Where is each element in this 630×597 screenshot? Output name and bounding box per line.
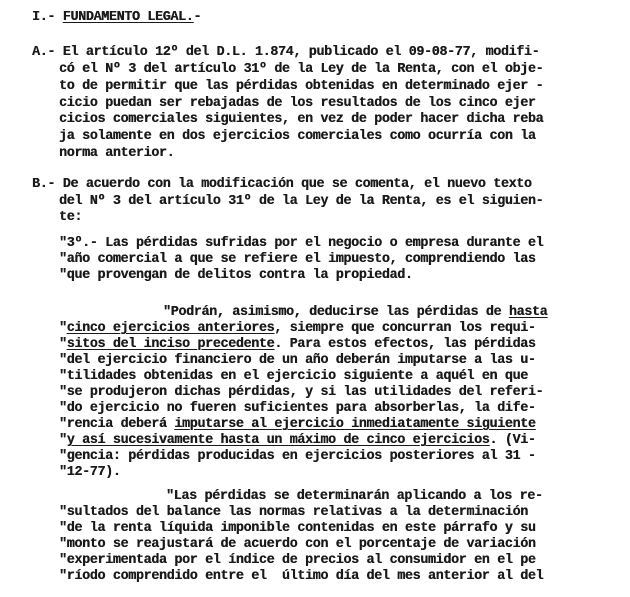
quote-3-line: "monto se reajustará de acuerdo con el porcentaje de variación xyxy=(59,537,536,552)
quote-3-line: "experimentada por el índice de precios al consumidor en el pe xyxy=(59,553,536,568)
quote-2-line: "12-77). xyxy=(59,465,121,480)
underlined-phrase: sitos del inciso precedente xyxy=(66,337,275,352)
quote-2-line: "cinco ejercicios anteriores, siempre que concurran los requi- xyxy=(59,321,536,336)
section-a-line: A.- El artículo 12º del D.L. 1.874, publicado el 09-08-77, modifi- xyxy=(32,45,540,60)
underlined-phrase: cinco ejercicios anteriores xyxy=(66,321,275,336)
quote-3-line: "ríodo comprendido entre el último día del mes anterior al del xyxy=(59,569,544,584)
section-b-line: del Nº 3 del artículo 31º de la Ley de la Renta, es el siguien- xyxy=(59,194,544,209)
quote-3-line: "de la renta líquida imponible contenidas en este párrafo y su xyxy=(59,521,536,536)
underlined-phrase: imputarse al ejercicio inmediatamente siguiente xyxy=(174,417,536,432)
quote-2-line: "gencia: pérdidas producidas en ejercicios posteriores al 31 - xyxy=(59,449,536,464)
section-a-line: có el Nº 3 del artículo 31º de la Ley de la Renta, con el obje- xyxy=(59,62,544,77)
section-b-line: B.- De acuerdo con la modificación que se comenta, el nuevo texto xyxy=(32,177,532,192)
quote-2-line: "do ejercicio no fueren suficientes para absorberlas, la dife- xyxy=(59,401,536,416)
heading-suffix: - xyxy=(193,10,202,25)
quote-2-line: "y así sucesivamente hasta un máximo de cinco ejercicios. (Vi- xyxy=(59,433,536,448)
section-a-line: to de permitir que las pérdidas obtenidas en determinado ejer - xyxy=(59,79,544,94)
quote-2-line: "se produjeron dichas pérdidas, y si las utilidades del referi- xyxy=(59,385,544,400)
underlined-phrase: hasta xyxy=(508,305,548,320)
quote-2-line: "sitos del inciso precedente. Para estos efectos, las pérdidas xyxy=(59,337,536,352)
quote-1-line: "año comercial a que se refiere el impuesto, comprendiendo las xyxy=(59,252,536,267)
quote-2-line: "del ejercicio financiero de un año deberán imputarse a las u- xyxy=(59,353,536,368)
section-heading xyxy=(32,10,201,26)
underlined-phrase: y así sucesivamente hasta un máximo de cinco ejercicios xyxy=(66,433,490,448)
quote-1-line: "que provengan de delitos contra la propiedad. xyxy=(59,268,413,283)
quote-2-line: "tilidades obtenidas en el ejercicio siguiente a aquél en que xyxy=(59,369,528,384)
quote-2-line: "rencia deberá imputarse al ejercicio inmediatamente siguiente xyxy=(59,417,536,432)
quote-3-line: "sultados del balance las normas relativas a la determinación xyxy=(59,505,528,520)
section-a-line: cicios comerciales siguientes, en vez de poder hacer dicha reba xyxy=(59,112,544,127)
heading-title: FUNDAMENTO LEGAL. xyxy=(62,10,194,25)
section-a-line: norma anterior. xyxy=(59,146,175,161)
quote-1-line: "3º.- Las pérdidas sufridas por el negocio o empresa durante el xyxy=(59,236,544,251)
heading-prefix: I.- xyxy=(32,10,63,25)
section-b-line: te: xyxy=(59,210,83,225)
quote-2-line: "Podrán, asimismo, deducirse las pérdidas de hasta xyxy=(163,305,548,320)
quote-3-line: "Las pérdidas se determinarán aplicando a los re- xyxy=(166,489,543,504)
section-a-line: cicio puedan ser rebajadas de los resultados de los cinco ejer xyxy=(59,96,536,111)
section-a-line: ja solamente en dos ejercicios comerciales como ocurría con la xyxy=(59,129,536,144)
